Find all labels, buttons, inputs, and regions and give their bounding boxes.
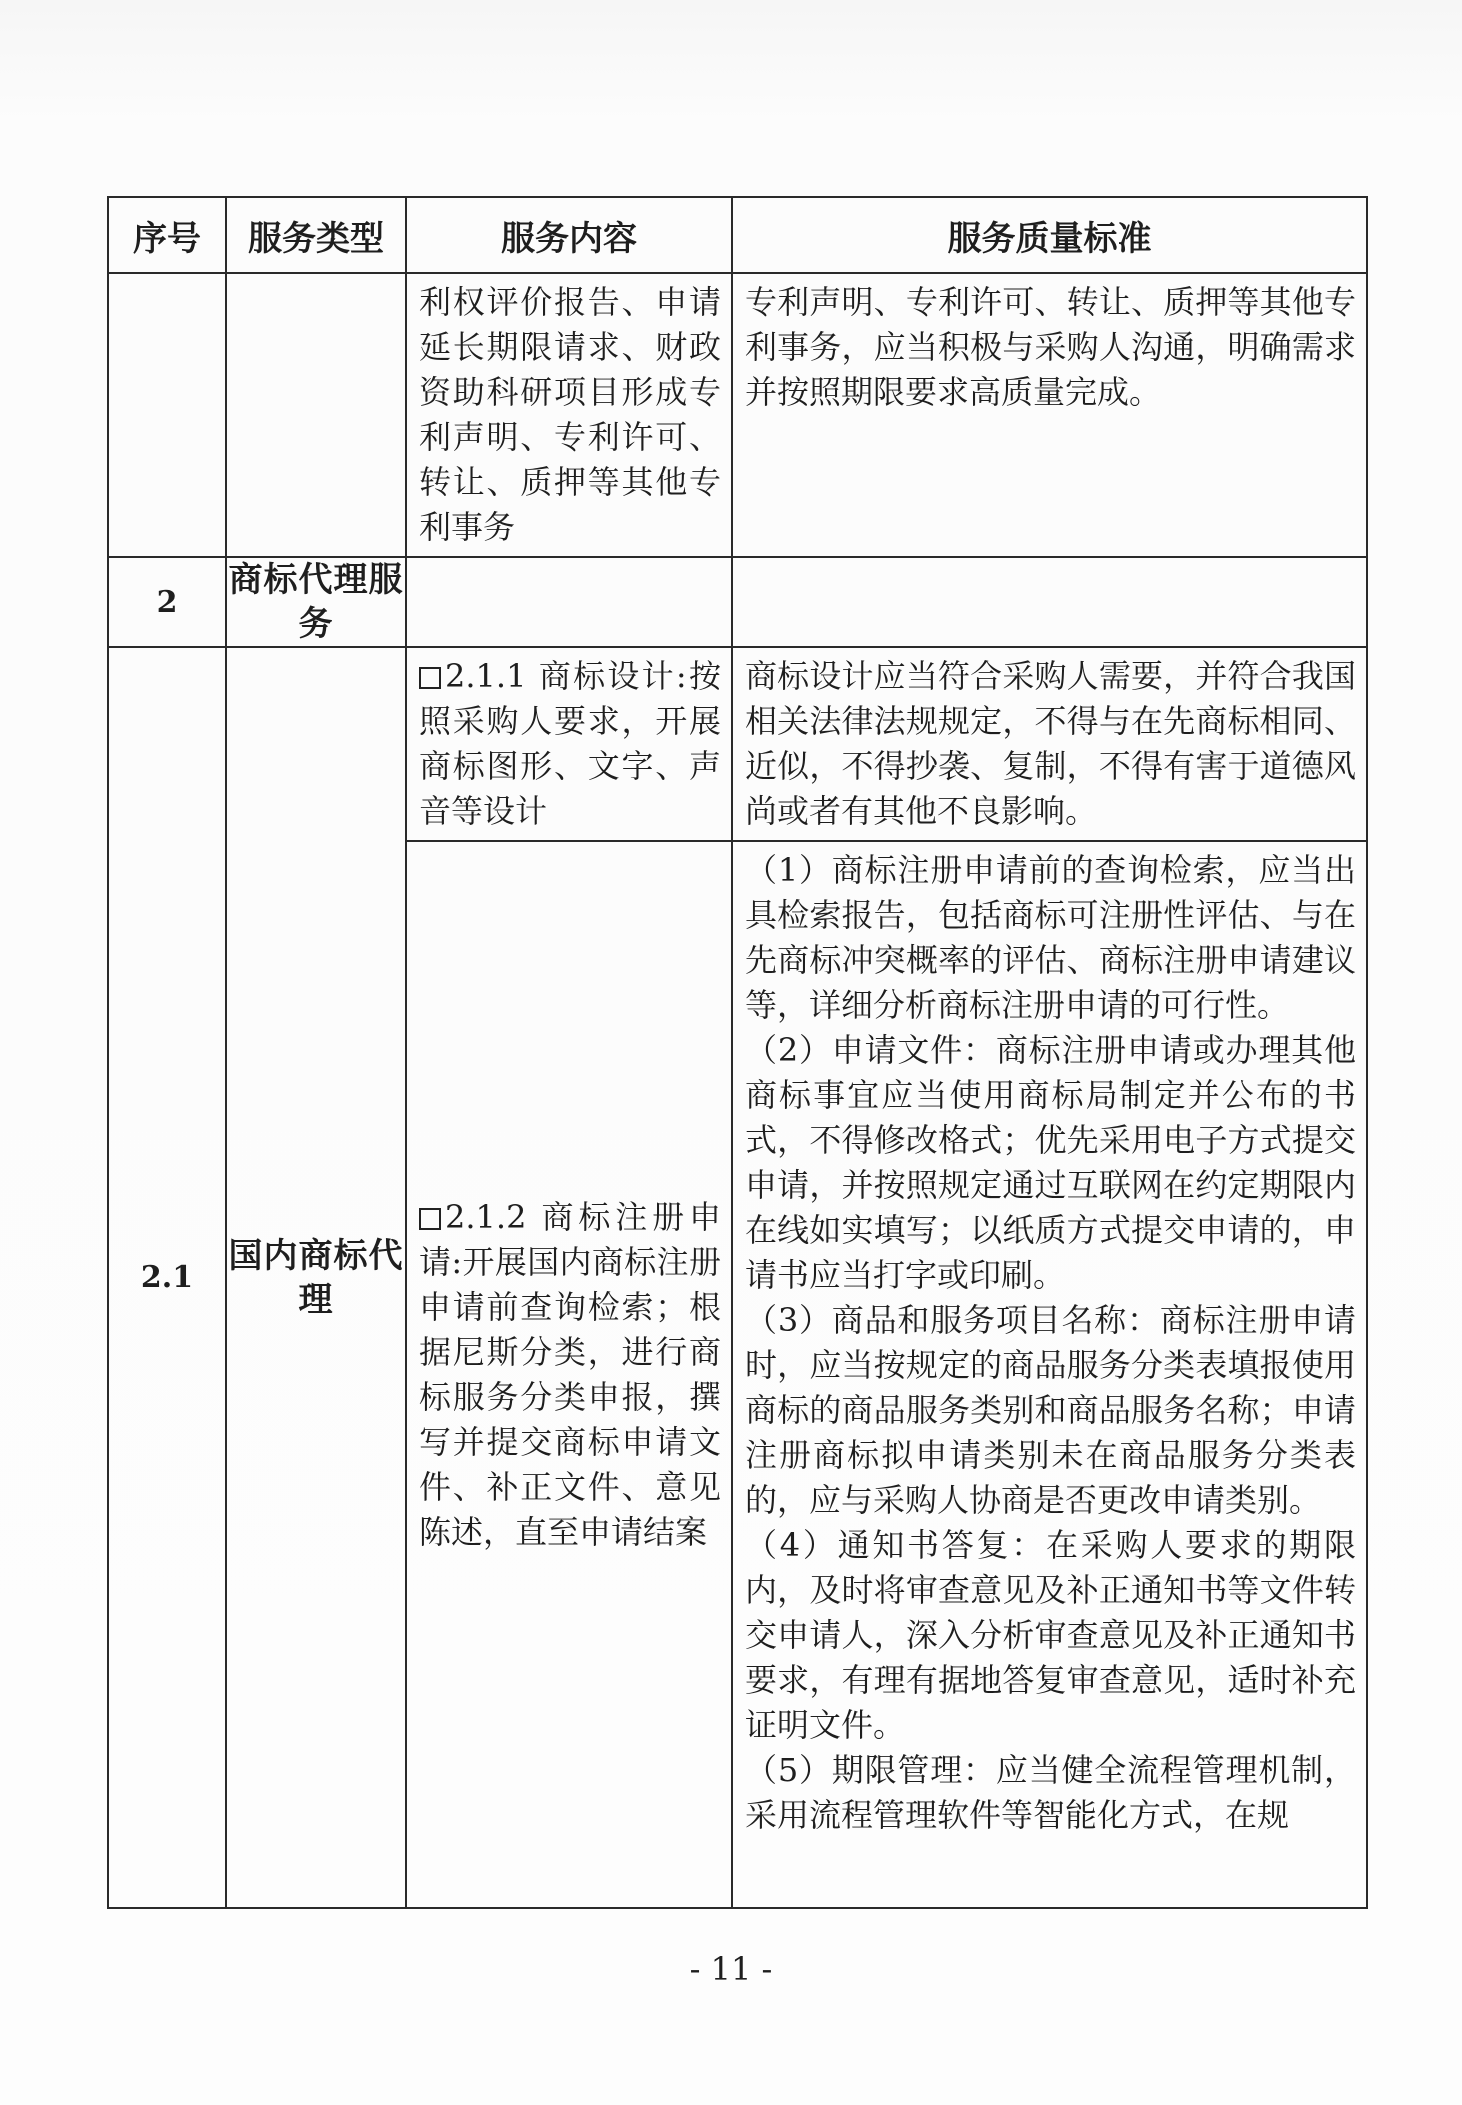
content-text: 利权评价报告、申请延长期限请求、财政资助科研项目形成专利声明、专利许可、转让、质押等其他专利事务 [419,283,721,546]
cell-standard [732,557,1367,647]
cell-number: 2 [108,557,226,647]
content-text: 2.1.1 商标设计:按照采购人要求，开展商标图形、文字、声音等设计 [419,657,721,830]
content-text: 2.1.2 商标注册申请:开展国内商标注册申请前查询检索；根据尼斯分类，进行商标服务分类申报，撰写并提交商标申请文件、补正文件、意见陈述，直至申请结案 [419,1197,721,1551]
cell-content [406,841,732,1908]
table-row-continued [108,273,1367,557]
cell-type [226,273,406,557]
header-service-content: 服务内容 [406,197,732,273]
cell-content [406,273,732,557]
table-row-2 [108,557,1367,647]
cell-standard [732,841,1367,1908]
cell-content [406,647,732,841]
cell-number: 2.1 [108,647,226,1908]
cell-standard [732,273,1367,557]
table-row-2-1-item-1 [108,647,1367,841]
checkbox-icon [419,1208,441,1230]
standard-paragraph: （5）期限管理：应当健全流程管理机制，采用流程管理软件等智能化方式，在规 [745,1751,1356,1834]
cell-standard [732,647,1367,841]
cell-content [406,557,732,647]
cell-number [108,273,226,557]
header-quality-standard: 服务质量标准 [732,197,1367,273]
standard-paragraph: （2）申请文件：商标注册申请或办理其他商标事宜应当使用商标局制定并公布的书式，不得修改格式；优先采用电子方式提交申请，并按照规定通过互联网在约定期限内在线如实填写；以纸质方式提交申请的，申请书应当打字或印刷。 [745,1031,1356,1294]
standard-text [733,842,1366,1844]
cell-type: 商标代理服务 [226,557,406,647]
standard-text: 商标设计应当符合采购人需要，并符合我国相关法律法规规定，不得与在先商标相同、近似，不得抄袭、复制，不得有害于道德风尚或者有其他不良影响。 [745,657,1356,830]
standard-text: 专利声明、专利许可、转让、质押等其他专利事务，应当积极与采购人沟通，明确需求并按照期限要求高质量完成。 [745,283,1356,411]
checkbox-icon [419,667,441,689]
standard-paragraph: （3）商品和服务项目名称：商标注册申请时，应当按规定的商品服务分类表填报使用商标的商品服务类别和商品服务名称；申请注册商标拟申请类别未在商品服务分类表的，应与采购人协商是否更改申请类别。 [745,1301,1356,1519]
standard-paragraph: （1）商标注册申请前的查询检索，应当出具检索报告，包括商标可注册性评估、与在先商标冲突概率的评估、商标注册申请建议等，详细分析商标注册申请的可行性。 [745,851,1356,1024]
header-service-type: 服务类型 [226,197,406,273]
cell-type: 国内商标代理 [226,647,406,1908]
page-number: - 11 - [689,1950,773,1988]
service-standard-table [107,196,1368,1909]
header-number: 序号 [108,197,226,273]
table-header-row [108,197,1367,273]
standard-paragraph: （4）通知书答复：在采购人要求的期限内，及时将审查意见及补正通知书等文件转交申请人，深入分析审查意见及补正通知书要求，有理有据地答复审查意见，适时补充证明文件。 [745,1526,1356,1744]
